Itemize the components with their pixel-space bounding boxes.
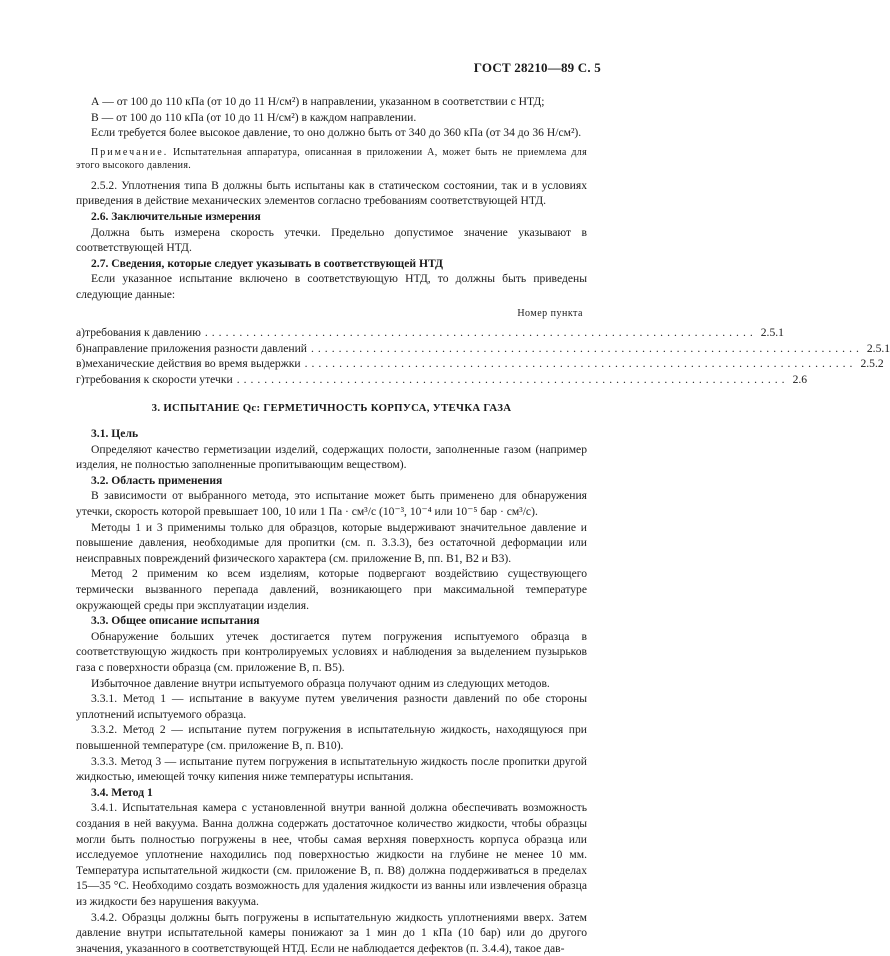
paragraph-2-5-2: 2.5.2. Уплотнения типа В должны быть испытаны как в статическом состоянии, так и в условиях приведения в действие механических элементов согласно требованиям соответствующей НТД. bbox=[76, 178, 587, 209]
paragraph-2-6: Должна быть измерена скорость утечки. Предельно допустимое значение указывают в соответствующей НТД. bbox=[76, 225, 587, 256]
list-item bbox=[76, 341, 587, 357]
note-label: Примечание. bbox=[91, 147, 168, 158]
heading-2-7: 2.7. Сведения, которые следует указывать в соответствующей НТД bbox=[76, 256, 587, 272]
note-text: Испытательная аппаратура, описанная в приложении А, может быть не приемлема для этого высокого давления. bbox=[76, 147, 587, 172]
paragraph-3-1: Определяют качество герметизации изделий, содержащих полости, заполненные газом (например изделия, не полностью заполненные пропитывающим веществом). bbox=[76, 442, 587, 473]
list-item-letter: б) bbox=[76, 341, 86, 357]
leader-dots: ................................................................................ bbox=[205, 325, 757, 341]
list-item-ref: 2.5.1 bbox=[761, 325, 784, 341]
list-item bbox=[76, 372, 587, 388]
paragraph-2-7: Если указанное испытание включено в соответствующую НТД, то должны быть приведены следующие данные: bbox=[76, 271, 587, 302]
paragraph-3-2-a: В зависимости от выбранного метода, это испытание может быть применено для обнаружения утечки, скорость которой превышает 100, 10 или 1 Па · см³/с (10⁻³, 10⁻⁴ или 10⁻⁵ бар · см³/с). bbox=[76, 488, 587, 519]
pressure-high: Если требуется более высокое давление, то оно должно быть от 340 до 360 кПа (от 34 до 36 Н/см²). bbox=[76, 125, 587, 141]
heading-2-6: 2.6. Заключительные измерения bbox=[76, 209, 587, 225]
leader-dots: ................................................................................ bbox=[237, 372, 789, 388]
heading-3-1: 3.1. Цель bbox=[76, 426, 587, 442]
paragraph-3-3-1: 3.3.1. Метод 1 — испытание в вакууме путем увеличения разности давлений по обе стороны уплотнений испытуемого образца. bbox=[76, 691, 587, 722]
pressure-line-a: А — от 100 до 110 кПа (от 10 до 11 Н/см²) в направлении, указанном в соответствии с НТД; bbox=[76, 94, 587, 110]
paragraph-3-2-c: Метод 2 применим ко всем изделиям, которые подвергают воздействию существующего термически вызванного перепада давлений, возникающего при максимальной температуре окружающей среды при эксплуатации изделия. bbox=[76, 566, 587, 613]
list-item-letter: а) bbox=[76, 325, 85, 341]
paragraph-3-3-b: Избыточное давление внутри испытуемого образца получают одним из следующих методов. bbox=[76, 676, 587, 692]
pressure-line-b: В — от 100 до 110 кПа (от 10 до 11 Н/см²) в каждом направлении. bbox=[76, 110, 587, 126]
list-item-ref: 2.5.2 bbox=[860, 356, 883, 372]
leader-dots: ................................................................................ bbox=[305, 356, 857, 372]
document-header: ГОСТ 28210—89 С. 5 bbox=[474, 60, 601, 76]
section-3-title: 3. ИСПЫТАНИЕ Qc: ГЕРМЕТИЧНОСТЬ КОРПУСА, УТЕЧКА ГАЗА bbox=[76, 401, 587, 417]
paragraph-3-3-3: 3.3.3. Метод 3 — испытание путем погружения в испытательную жидкость после пропитки другой жидкостью, имеющей точку кипения ниже температуры испытания. bbox=[76, 754, 587, 785]
list-item-letter: г) bbox=[76, 372, 85, 388]
heading-3-2: 3.2. Область применения bbox=[76, 473, 587, 489]
list-item-text: механические действия во время выдержки bbox=[85, 356, 300, 372]
list-item bbox=[76, 356, 587, 372]
note bbox=[76, 146, 587, 173]
paragraph-3-4-1: 3.4.1. Испытательная камера с установленной внутри ванной должна обеспечивать возможность создания в ней вакуума. Ванна должна содержать достаточное количество жидкости, чтобы образцы могли быть полностью погружены в нее, чтобы самая верхняя поверхность корпуса образца или исследуемое уплотнение находились под поверхностью жидкости на глубине не менее 10 мм. Температура испытательной жидкости (см. приложение В, п. В8) должна поддерживаться в пределах 15—35 °С. Необходимо создать возможность для удаления жидкости из ванны или извлечения образца из жидкости без нарушения вакуума. bbox=[76, 800, 587, 909]
list-item-ref: 2.5.1 bbox=[867, 341, 890, 357]
list-item-ref: 2.6 bbox=[793, 372, 808, 388]
paragraph-3-3-a: Обнаружение больших утечек достигается путем погружения испытуемого образца в соответствующую жидкость при контролируемых условиях и наблюдения за выделением пузырьков газа с поверхности образца (см. приложение В, п. В5). bbox=[76, 629, 587, 676]
list-item-letter: в) bbox=[76, 356, 85, 372]
list-item bbox=[76, 325, 587, 341]
paragraph-3-4-2: 3.4.2. Образцы должны быть погружены в испытательную жидкость уплотнениями вверх. Затем давление внутри испытательной камеры понижают за 1 мин до 1 кПа (10 бар) или до другого значения, указанного в соответствующей НТД. Если не наблюдается дефектов (п. 3.4.4), такое дав- bbox=[76, 910, 587, 956]
list-item-text: требования к давлению bbox=[85, 325, 201, 341]
list-item-text: требования к скорости утечки bbox=[85, 372, 233, 388]
heading-3-4: 3.4. Метод 1 bbox=[76, 785, 587, 801]
paragraph-3-2-b: Методы 1 и 3 применимы только для образцов, которые выдерживают значительное давление и повышение давления, необходимые для пропитки (см. п. 3.3.3), без остаточной деформации или неисправных повреждений физического характера (см. приложение В, пп. В1, В2 и В3). bbox=[76, 520, 587, 567]
heading-3-3: 3.3. Общее описание испытания bbox=[76, 613, 587, 629]
list-item-text: направление приложения разности давлений bbox=[86, 341, 307, 357]
paragraph-3-3-2: 3.3.2. Метод 2 — испытание путем погружения в испытательную жидкость, находящуюся при повышенной температуре (см. приложение В, п. В10). bbox=[76, 722, 587, 753]
leader-dots: ................................................................................ bbox=[311, 341, 863, 357]
list-column-header: Номер пункта bbox=[76, 306, 587, 322]
document-body bbox=[76, 94, 587, 956]
